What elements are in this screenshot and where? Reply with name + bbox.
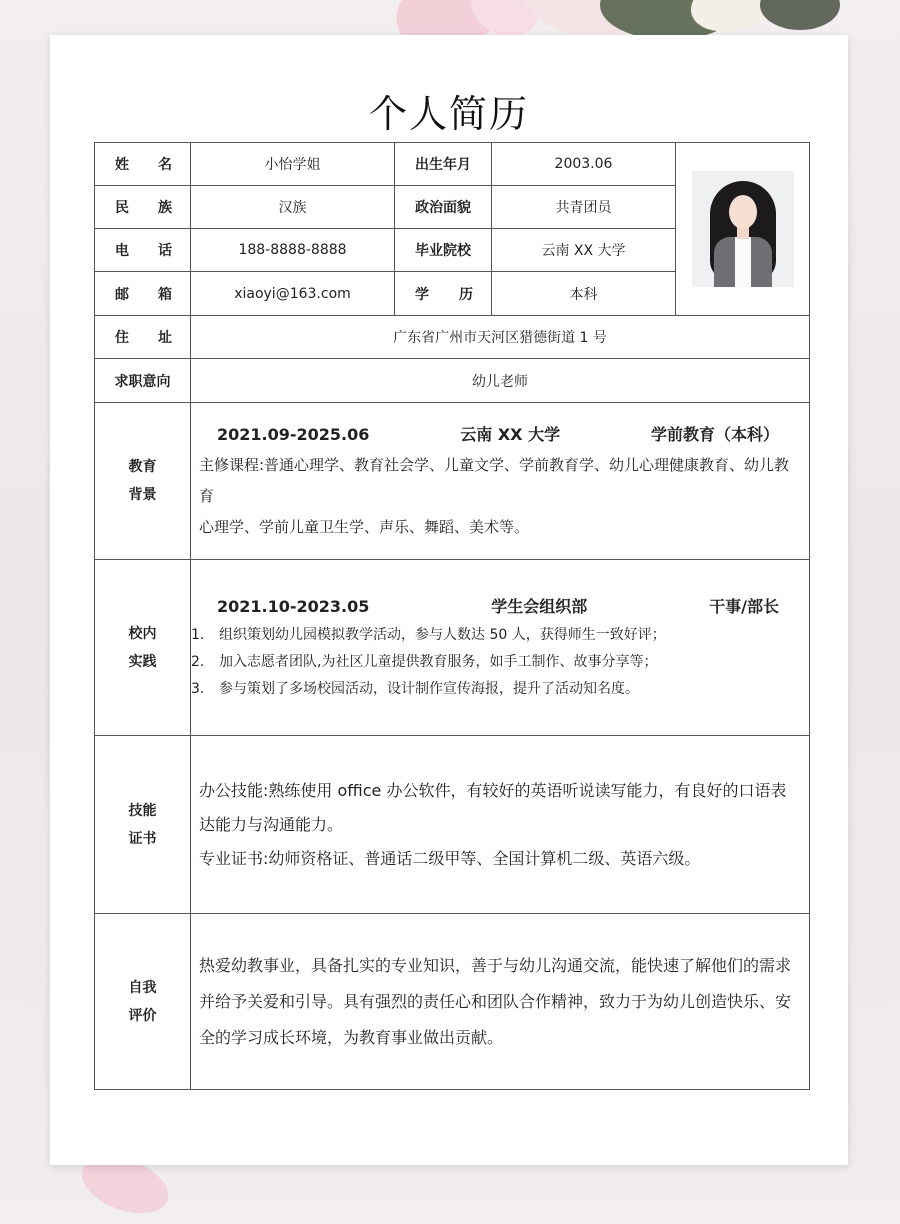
- birth-value: 2003.06: [492, 143, 676, 186]
- photo-cell: [676, 143, 810, 316]
- email-value: xiaoyi@163.com: [191, 272, 395, 316]
- practice-content: [191, 560, 810, 736]
- skills-label: 技能 证书: [95, 736, 191, 914]
- education-school: 云南 XX 大学: [460, 424, 561, 444]
- email-label: 邮 箱: [95, 272, 191, 316]
- practice-label: 校内 实践: [95, 560, 191, 736]
- ethnic-label: 民 族: [95, 186, 191, 229]
- political-label: 政治面貌: [395, 186, 492, 229]
- phone-label: 电 话: [95, 229, 191, 272]
- education-label: 教育 背景: [95, 403, 191, 560]
- skills-office: 办公技能:熟练使用 office 办公软件，有较好的英语听说读写能力，有良好的口语表: [199, 780, 787, 800]
- list-item: 1. 组织策划幼儿园模拟教学活动，参与人数达 50 人，获得师生一致好评；: [191, 627, 666, 643]
- education-major: 学前教育（本科）: [650, 424, 779, 444]
- practice-period: 2021.10-2023.05: [217, 597, 370, 616]
- intent-label: 求职意向: [95, 359, 191, 403]
- self-eval-content: 热爱幼教事业，具备扎实的专业知识，善于与幼儿沟通交流，能快速了解他们的需求 并给予关爱和引导。具有强烈的责任心和团队合作精神，致力于为幼儿创造快乐、安 全的学习成长环境，为教育事业做出贡献。: [191, 914, 810, 1090]
- school-label: 毕业院校: [395, 229, 492, 272]
- political-value: 共青团员: [492, 186, 676, 229]
- intent-value: 幼儿老师: [191, 359, 810, 403]
- resume-page: [50, 35, 848, 1165]
- practice-headline: [191, 592, 809, 622]
- degree-value: 本科: [492, 272, 676, 316]
- address-label: 住 址: [95, 316, 191, 359]
- resume-table: [94, 142, 810, 1090]
- list-item: 2. 加入志愿者团队,为社区儿童提供教育服务，如手工制作、故事分享等；: [191, 654, 658, 670]
- ethnic-value: 汉族: [191, 186, 395, 229]
- page-title: 个人简历: [368, 92, 529, 136]
- education-content: [191, 403, 810, 560]
- practice-list: [191, 622, 809, 703]
- skills-certificates: 专业证书:幼师资格证、普通话二级甲等、全国计算机二级、英语六级。: [199, 848, 701, 868]
- skills-content: 办公技能:熟练使用 office 办公软件，有较好的英语听说读写能力，有良好的口语表 达能力与沟通能力。 专业证书:幼师资格证、普通话二级甲等、全国计算机二级、英语六级。: [191, 736, 810, 914]
- school-value: 云南 XX 大学: [492, 229, 676, 272]
- name-value: 小怡学姐: [191, 143, 395, 186]
- profile-photo: [692, 171, 794, 287]
- education-period: 2021.09-2025.06: [217, 424, 370, 444]
- birth-label: 出生年月: [395, 143, 492, 186]
- address-value: 广东省广州市天河区猎德街道 1 号: [191, 316, 810, 359]
- degree-label: 学 历: [395, 272, 492, 316]
- decor-leaf: [760, 0, 840, 30]
- name-label: 姓 名: [95, 143, 191, 186]
- education-courses: 主修课程:普通心理学、教育社会学、儿童文学、学前教育学、幼儿心理健康教育、幼儿教育 心理学、学前儿童卫生学、声乐、舞蹈、美术等。: [199, 455, 790, 536]
- education-headline: [191, 420, 809, 450]
- practice-role: 干事/部长: [709, 597, 779, 616]
- phone-value: 188-8888-8888: [191, 229, 395, 272]
- practice-org: 学生会组织部: [491, 597, 588, 616]
- self-eval-label: 自我 评价: [95, 914, 191, 1090]
- list-item: 3. 参与策划了多场校园活动，设计制作宣传海报，提升了活动知名度。: [191, 681, 639, 697]
